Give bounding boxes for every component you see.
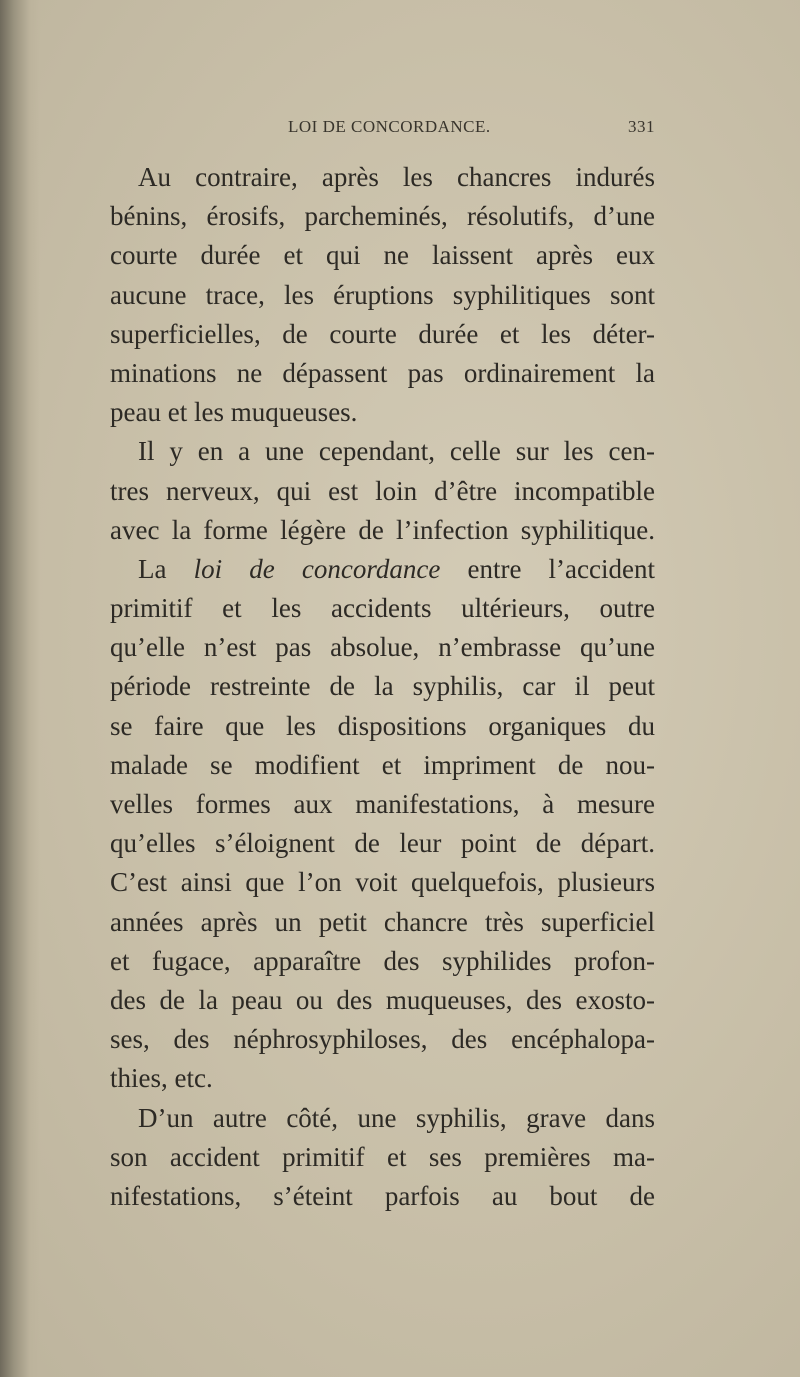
text-segment: entre l’accident — [440, 553, 655, 584]
binding-shadow — [0, 0, 40, 1377]
text-line: malade se modifient et impriment de nou- — [110, 749, 655, 780]
text-line: nifestations, s’éteint parfois au bout de — [110, 1180, 655, 1211]
text-segment: La — [138, 553, 194, 584]
text-line: qu’elles s’éloignent de leur point de départ. — [110, 828, 655, 859]
text-line: minations ne dépassent pas ordinairement la — [110, 357, 655, 388]
text-line: ses, des néphrosyphiloses, des encéphalopa- — [110, 1024, 655, 1055]
text-line: velles formes aux manifestations, à mesure — [110, 789, 655, 819]
text-line: période restreinte de la syphilis, car il peut — [110, 671, 655, 702]
text-line: et fugace, apparaître des syphilides profon- — [110, 945, 655, 976]
page-header — [110, 117, 655, 141]
text-line: se faire que les dispositions organiques du — [110, 710, 655, 741]
page-number: 331 — [628, 117, 655, 136]
text-line: C’est ainsi que l’on voit quelquefois, plusieurs — [110, 867, 655, 898]
text-line-with-italic — [110, 550, 655, 589]
text-line: thies, etc. — [110, 1063, 213, 1094]
text-line: tres nerveux, qui est loin d’être incompatible — [110, 475, 655, 506]
text-line: des de la peau ou des muqueuses, des exosto- — [110, 984, 655, 1015]
text-line: D’un autre côté, une syphilis, grave dans — [138, 1102, 655, 1133]
text-line: avec la forme légère de l’infection syphilitique. — [110, 514, 655, 545]
italic-term: loi de concordance — [193, 553, 441, 584]
text-line: Il y en a une cependant, celle sur les cen- — [138, 436, 655, 467]
text-line: superficielles, de courte durée et les déter- — [110, 318, 655, 349]
text-line: Au contraire, après les chancres indurés — [138, 162, 655, 192]
text-line: années après un petit chancre très superficiel — [110, 906, 655, 937]
text-line: bénins, érosifs, parcheminés, résolutifs, d’une — [110, 201, 655, 232]
text-line: peau et les muqueuses. — [110, 397, 358, 428]
running-title: LOI DE CONCORDANCE. — [288, 117, 491, 136]
body-text — [110, 158, 655, 1216]
text-line: courte durée et qui ne laissent après eux — [110, 240, 655, 271]
text-line: primitif et les accidents ultérieurs, outre — [110, 593, 655, 624]
text-line: son accident primitif et ses premières ma- — [110, 1141, 655, 1172]
text-line: aucune trace, les éruptions syphilitiques sont — [110, 279, 655, 310]
text-line: qu’elle n’est pas absolue, n’embrasse qu’une — [110, 632, 655, 663]
